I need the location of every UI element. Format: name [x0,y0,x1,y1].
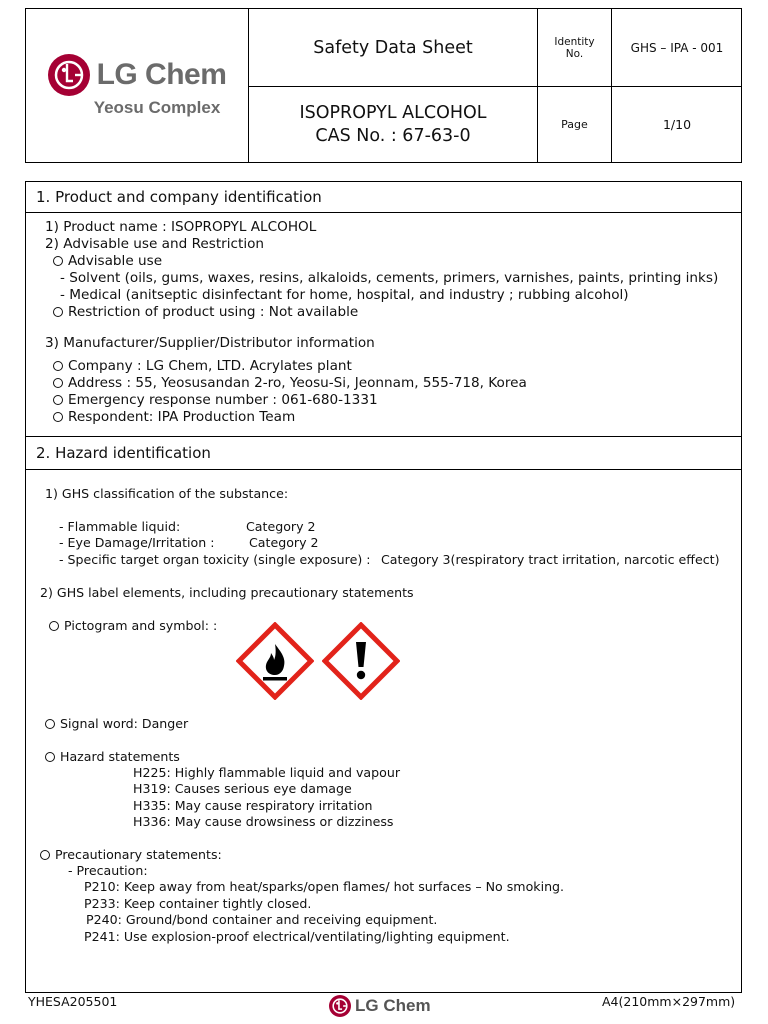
precaution-statement: P241: Use explosion-proof electrical/ventilating/lighting equipment. [84,929,510,944]
product-title [249,87,537,162]
exclamation-pictogram-icon [322,622,400,704]
hazard-statement: H225: Highly flammable liquid and vapour [133,765,400,780]
hazard-statement: H319: Causes serious eye damage [133,781,352,796]
pictogram-label [49,618,217,634]
page-number: 1/10 [662,117,692,132]
emergency-text: Emergency response number : 061-680-1331 [68,392,378,408]
content-box [25,181,742,993]
header-table [25,8,742,163]
precaution-sub: - Precaution: [68,863,148,878]
eye-label: - Eye Damage/Irritation : [59,535,215,550]
lg-logo-icon [48,54,90,96]
restriction-text: Restriction of product using : Not available [68,304,359,320]
stot-value: Category 3(respiratory tract irritation, narcotic effect) [381,552,720,567]
circle-bullet-icon [53,378,63,388]
respondent-text: Respondent: IPA Production Team [68,409,296,425]
identity-label [538,9,611,86]
section-1-header: 1. Product and company identification [26,182,741,213]
company-text: Company : LG Chem, LTD. Acrylates plant [68,358,352,374]
hazard-heading-text: Hazard statements [60,749,180,764]
identity-label-line: Identity [554,35,595,48]
company-info [53,358,352,375]
flammable-label: - Flammable liquid: [59,519,181,534]
identity-value: GHS – IPA - 001 [630,40,724,55]
footer-logo [329,995,431,1017]
lg-logo-icon [329,995,351,1017]
respondent-info [53,409,295,426]
ghs-classification: 1) GHS classification of the substance: [45,486,289,501]
address-info [53,375,527,392]
section-2-header: 2. Hazard identification [26,436,741,470]
use-medical: - Medical (anitseptic disinfectant for home, hospital, and industry ; rubbing alcohol) [60,287,629,303]
address-text: Address : 55, Yeosusandan 2-ro, Yeosu-Si, Jeonnam, 555-718, Korea [68,375,527,391]
circle-bullet-icon [53,307,63,317]
eye-value: Category 2 [249,535,319,550]
pictogram-text: Pictogram and symbol: : [64,618,218,633]
stot-label: - Specific target organ toxicity (single exposure) : [59,552,371,567]
logo-brand: LG Chem [96,57,227,91]
circle-bullet-icon [49,621,59,631]
precaution-heading [40,847,222,863]
circle-bullet-icon [53,412,63,422]
circle-bullet-icon [53,395,63,405]
footer-paper-size: A4(210mm×297mm) [602,994,736,1009]
company-logo [26,9,248,162]
flammable-value: Category 2 [246,519,316,534]
label-elements-heading: 2) GHS label elements, including precautionary statements [40,585,414,600]
emergency-info [53,392,378,409]
precaution-heading-text: Precautionary statements: [55,847,222,862]
manufacturer-heading: 3) Manufacturer/Supplier/Distributor information [45,335,375,351]
product-name-line: ISOPROPYL ALCOHOL [299,102,487,123]
page-label: Page [561,118,588,131]
cas-number-line: CAS No. : 67-63-0 [315,125,471,146]
circle-bullet-icon [53,361,63,371]
use-solvent: - Solvent (oils, gums, waxes, resins, alkaloids, cements, primers, varnishes, paints, printing inks) [60,270,719,286]
footer-brand: LG Chem [355,996,431,1015]
signal-word [45,716,188,732]
hazard-statement: H335: May cause respiratory irritation [133,798,373,813]
advisable-heading: 2) Advisable use and Restriction [45,236,265,252]
precaution-statement: P240: Ground/bond container and receiving equipment. [86,912,438,927]
circle-bullet-icon [40,850,50,860]
precaution-statement: P210: Keep away from heat/sparks/open flames/ hot surfaces – No smoking. [84,879,565,894]
footer-code: YHESA205501 [28,994,118,1009]
restriction [53,304,358,321]
doc-title: Safety Data Sheet [313,37,473,58]
circle-bullet-icon [45,719,55,729]
signal-word-text: Signal word: Danger [60,716,189,731]
identity-label-line: No. [565,47,584,60]
advisable-use [53,253,162,270]
logo-subtitle: Yeosu Complex [93,97,221,117]
advisable-use-text: Advisable use [68,253,163,269]
circle-bullet-icon [45,752,55,762]
hazard-heading [45,749,180,765]
flame-pictogram-icon [236,622,314,704]
product-name: 1) Product name : ISOPROPYL ALCOHOL [45,219,317,235]
hazard-statement: H336: May cause drowsiness or dizziness [133,814,394,829]
precaution-statement: P233: Keep container tightly closed. [84,896,312,911]
circle-bullet-icon [53,256,63,266]
